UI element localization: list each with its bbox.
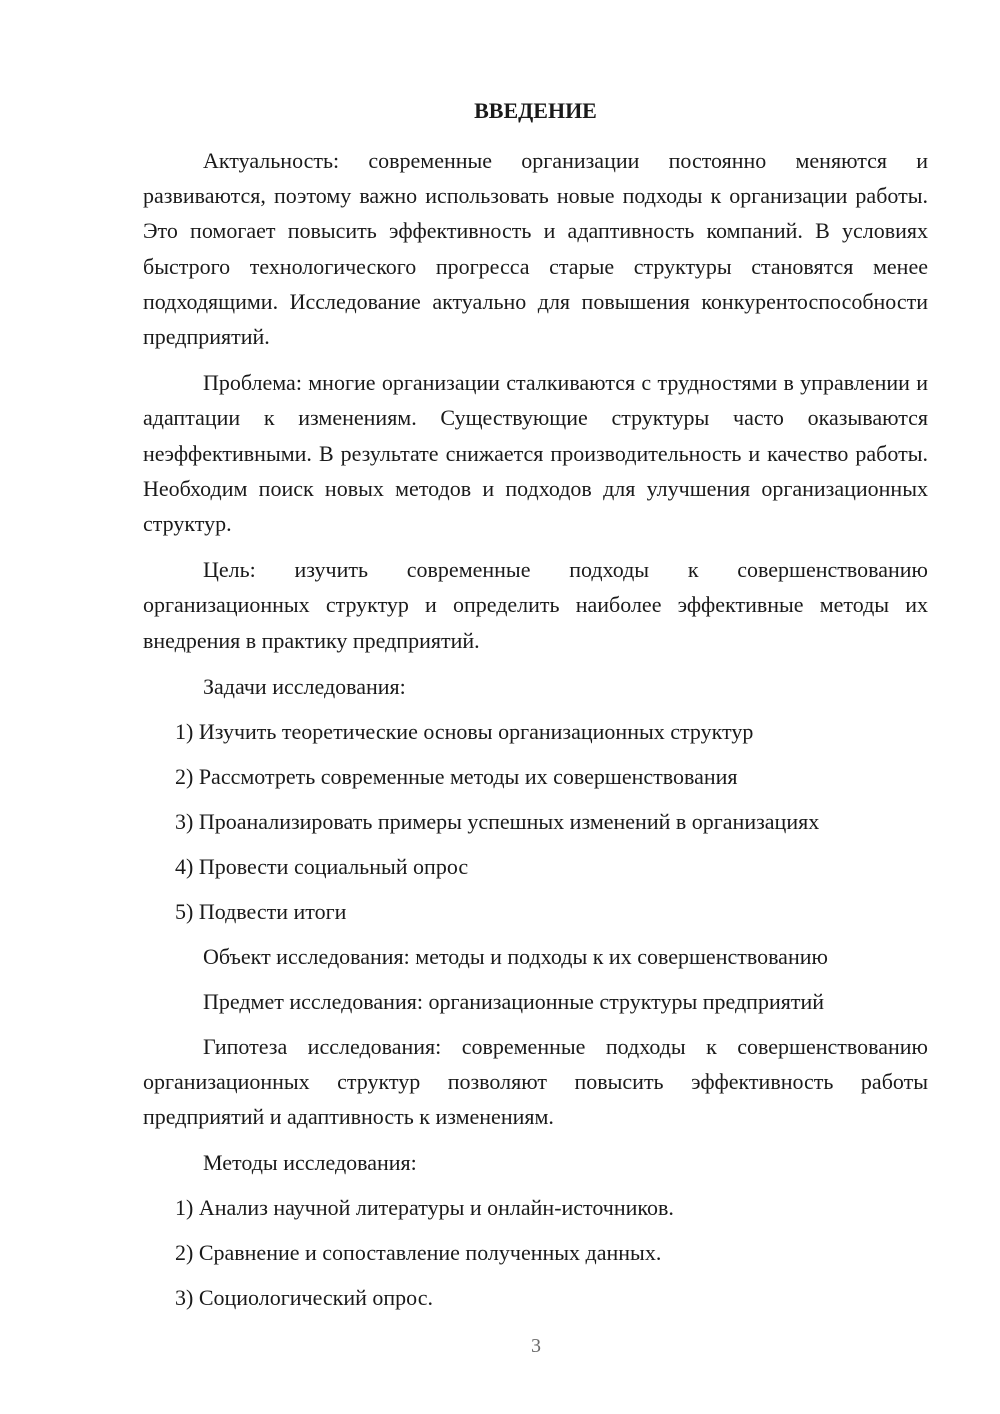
hypothesis-paragraph: Гипотеза исследования: современные подходы к совершенствованию организационных структур позволяют повысить эффективность работы предприятий и адаптивность к изменениям. bbox=[143, 1033, 928, 1130]
problem-paragraph: Проблема: многие организации сталкиваются с трудностями в управлении и адаптации к изменениям. Существующие структуры часто оказываются неэффективными. В результате снижается производительность и качество работы. Необходим поиск новых методов и подходов для улучшения организационных структур. bbox=[143, 370, 928, 537]
document-title: ВВЕДЕНИЕ bbox=[474, 98, 597, 123]
page-number: 3 bbox=[531, 1335, 541, 1357]
tasks-list bbox=[143, 714, 928, 929]
research-subject: Предмет исследования: организационные структуры предприятий bbox=[203, 988, 825, 1014]
relevance-paragraph: Актуальность: современные организации постоянно меняются и развиваются, поэтому важно использовать новые подходы к организации работы. Это помогает повысить эффективность и адаптивность компаний. В условиях быстрого технологического прогресса старые структуры становятся менее подходящими. Исследование актуально для повышения конкурентоспособности предприятий. bbox=[143, 148, 928, 350]
task-item: 1) Изучить теоретические основы организационных структур bbox=[175, 718, 754, 744]
research-object: Объект исследования: методы и подходы к их совершенствованию bbox=[203, 943, 828, 969]
task-item: 4) Провести социальный опрос bbox=[175, 853, 469, 879]
method-item: 2) Сравнение и сопоставление полученных данных. bbox=[175, 1240, 662, 1266]
tasks-heading: Задачи исследования: bbox=[203, 673, 406, 699]
task-item: 2) Рассмотреть современные методы их совершенствования bbox=[175, 763, 738, 789]
method-item: 3) Социологический опрос. bbox=[175, 1285, 433, 1311]
method-item: 1) Анализ научной литературы и онлайн-источников. bbox=[175, 1195, 674, 1221]
methods-list bbox=[143, 1190, 928, 1315]
task-item: 5) Подвести итоги bbox=[175, 898, 347, 924]
goal-paragraph: Цель: изучить современные подходы к совершенствованию организационных структур и определить наиболее эффективные методы их внедрения в практику предприятий. bbox=[143, 557, 928, 653]
task-item: 3) Проанализировать примеры успешных изменений в организациях bbox=[175, 808, 820, 834]
document-page bbox=[143, 96, 928, 1325]
methods-heading: Методы исследования: bbox=[203, 1150, 417, 1176]
